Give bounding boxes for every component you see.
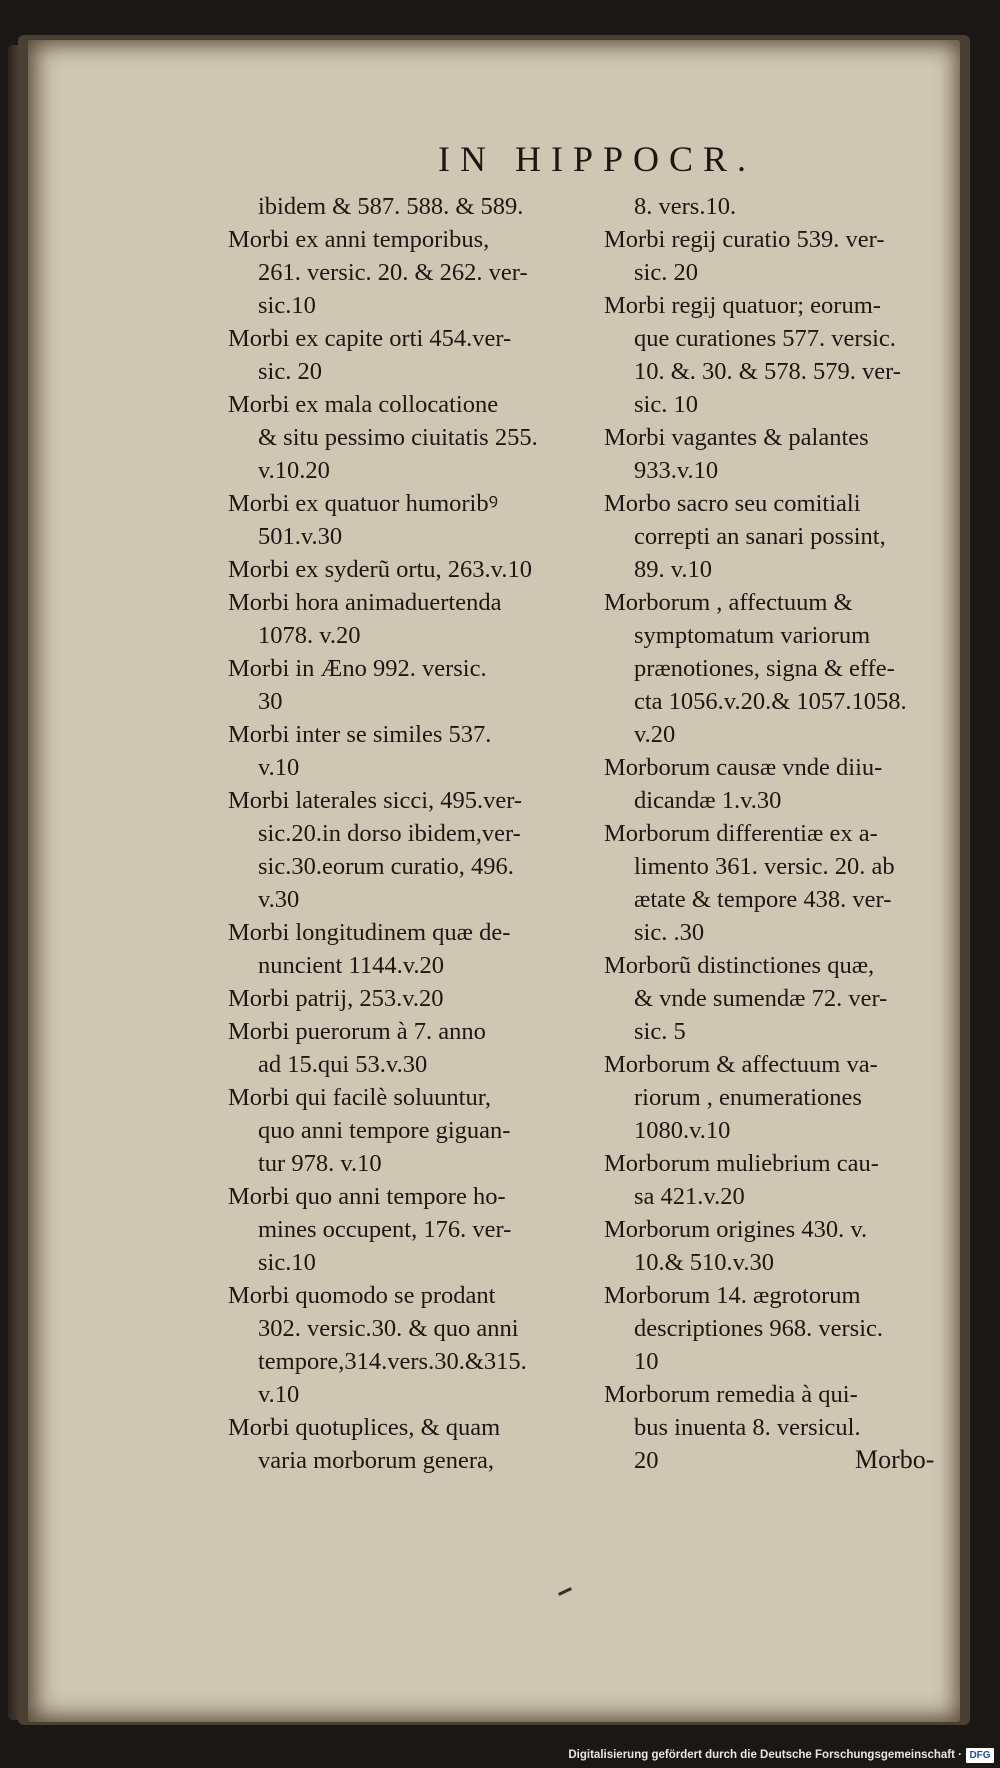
index-entry xyxy=(604,487,954,586)
catchword: Morbo- xyxy=(855,1445,935,1474)
index-column-left xyxy=(228,190,580,1477)
index-entry-line: Morbi puerorum à 7. anno xyxy=(228,1018,486,1045)
index-entry-line: que curationes 577. versic. xyxy=(634,325,896,352)
index-entry-line: cta 1056.v.20.& 1057.1058. xyxy=(634,688,907,715)
index-entry-line: ad 15.qui 53.v.30 xyxy=(258,1051,428,1078)
index-entry xyxy=(604,1147,954,1213)
index-entry-line: sic. 5 xyxy=(634,1018,686,1045)
index-entry-line: Morbi vagantes & palantes xyxy=(604,424,869,451)
index-entry xyxy=(228,652,580,718)
index-entry-line: correpti an sanari possint, xyxy=(634,523,886,550)
index-entry-line: v.10.20 xyxy=(258,457,330,484)
index-entry-line: Morbi quo anni tempore ho- xyxy=(228,1183,506,1210)
index-entry-line: Morbi quotuplices, & quam xyxy=(228,1414,501,1441)
index-entry xyxy=(228,982,580,1015)
index-entry xyxy=(228,1279,580,1411)
index-entry xyxy=(228,223,580,322)
index-entry xyxy=(228,718,580,784)
dfg-logo-icon: DFG xyxy=(966,1748,994,1763)
index-entry-line: 10. &. 30. & 578. 579. ver- xyxy=(634,358,901,385)
index-entry-line: v.20 xyxy=(634,721,676,748)
index-entry xyxy=(604,751,954,817)
index-entry-line: varia morborum genera, xyxy=(258,1447,495,1474)
index-entry-line: 8. vers.10. xyxy=(634,193,737,220)
index-entry-line: bus inuenta 8. versicul. xyxy=(634,1414,861,1441)
index-entry-line: 10 xyxy=(634,1348,659,1375)
index-entry-line: & situ pessimo ciuitatis 255. xyxy=(258,424,538,451)
index-entry xyxy=(228,553,580,586)
index-entry-line: & vnde sumendæ 72. ver- xyxy=(634,985,888,1012)
index-entry-line: sic. .30 xyxy=(634,919,705,946)
index-entry-line: Morborum remedia à qui- xyxy=(604,1381,858,1408)
index-entry-line: dicandæ 1.v.30 xyxy=(634,787,782,814)
index-entry-line: 1080.v.10 xyxy=(634,1117,731,1144)
index-entry-line: ætate & tempore 438. ver- xyxy=(634,886,892,913)
index-entry-line: tur 978. v.10 xyxy=(258,1150,382,1177)
index-entry-line: Morbi hora animaduertenda xyxy=(228,589,502,616)
index-entry xyxy=(228,586,580,652)
index-column-right xyxy=(604,190,954,1477)
index-entry xyxy=(604,289,954,421)
index-entry-line: prænotiones, signa & effe- xyxy=(634,655,895,682)
index-entry-line: Morborum origines 430. v. xyxy=(604,1216,868,1243)
index-entry-line: v.10 xyxy=(258,754,300,781)
index-entry-line: sic.30.eorum curatio, 496. xyxy=(258,853,514,880)
index-entry-line: nuncient 1144.v.20 xyxy=(258,952,444,979)
index-entry xyxy=(604,1048,954,1147)
index-entry xyxy=(604,190,954,223)
index-entry-line: sic. 10 xyxy=(634,391,698,418)
index-entry xyxy=(604,1279,954,1378)
index-entry-line: ibidem & 587. 588. & 589. xyxy=(258,193,524,220)
index-entry-line: Morborum 14. ægrotorum xyxy=(604,1282,861,1309)
index-entry xyxy=(604,586,954,751)
index-entry-line: Morbi patrij, 253.v.20 xyxy=(228,985,444,1012)
index-entry-line: Morbi in Æno 992. versic. xyxy=(228,655,487,682)
index-entry-line: Morborum causæ vnde diiu- xyxy=(604,754,883,781)
index-entry xyxy=(228,190,580,223)
index-entry-line: Morbi ex anni temporibus, xyxy=(228,226,490,253)
index-entry xyxy=(228,1015,580,1081)
index-entry xyxy=(228,1180,580,1279)
index-entry-line: v.10 xyxy=(258,1381,300,1408)
index-entry-line: Morbo sacro seu comitiali xyxy=(604,490,861,517)
index-entry-line: quo anni tempore giguan- xyxy=(258,1117,511,1144)
index-entry-line: tempore,314.vers.30.&315. xyxy=(258,1348,527,1375)
index-entry-line: sic. 20 xyxy=(634,259,698,286)
index-entry-line: Morborum differentiæ ex a- xyxy=(604,820,878,847)
index-entry xyxy=(228,388,580,487)
index-entry-line: 10.& 510.v.30 xyxy=(634,1249,774,1276)
index-entry-line: mines occupent, 176. ver- xyxy=(258,1216,512,1243)
index-entry-line: 1078. v.20 xyxy=(258,622,361,649)
index-entry xyxy=(604,421,954,487)
index-entry-line: sic. 20 xyxy=(258,358,322,385)
index-entry-line: 20 xyxy=(634,1447,659,1474)
index-entry xyxy=(228,322,580,388)
index-entry-line: sic.10 xyxy=(258,1249,316,1276)
index-entry-line: Morborum muliebrium cau- xyxy=(604,1150,879,1177)
index-entry-line: riorum , enumerationes xyxy=(634,1084,862,1111)
index-entry-line: Morbi ex capite orti 454.ver- xyxy=(228,325,512,352)
index-entry-line: Morbi quomodo se prodant xyxy=(228,1282,496,1309)
index-entry-line: Morborum & affectuum va- xyxy=(604,1051,878,1078)
index-entry-line: descriptiones 968. versic. xyxy=(634,1315,884,1342)
index-entry xyxy=(604,223,954,289)
index-entry-line: Morbi regij curatio 539. ver- xyxy=(604,226,885,253)
index-entry xyxy=(228,487,580,553)
index-entry-line: 89. v.10 xyxy=(634,556,713,583)
index-entry-line: 501.v.30 xyxy=(258,523,343,550)
index-entry-line: Morbi qui facilè soluuntur, xyxy=(228,1084,492,1111)
index-entry-line: Morbi ex syderũ ortu, 263.v.10 xyxy=(228,556,532,583)
index-entry-line: Morbi inter se similes 537. xyxy=(228,721,492,748)
index-entry-line: v.30 xyxy=(258,886,300,913)
index-entry-line: limento 361. versic. 20. ab xyxy=(634,853,895,880)
index-entry-line: Morborũ distinctiones quæ, xyxy=(604,952,875,979)
index-entry-line: sa 421.v.20 xyxy=(634,1183,745,1210)
index-entry-line: sic.10 xyxy=(258,292,316,319)
index-entry-line: Morbi ex quatuor humoribꝰ xyxy=(228,490,498,517)
index-entry xyxy=(228,916,580,982)
running-head: IN HIPPOCR. xyxy=(438,139,757,179)
index-entry xyxy=(604,1213,954,1279)
index-entry-line: Morbi ex mala collocatione xyxy=(228,391,499,418)
index-entry xyxy=(228,784,580,916)
index-entry-line: sic.20.in dorso ibidem,ver- xyxy=(258,820,521,847)
index-entry-line: 302. versic.30. & quo anni xyxy=(258,1315,519,1342)
index-entry-line: 933.v.10 xyxy=(634,457,719,484)
index-entry-line: Morborum , affectuum & xyxy=(604,589,853,616)
index-entry-line: Morbi laterales sicci, 495.ver- xyxy=(228,787,523,814)
index-entry-line: Morbi longitudinem quæ de- xyxy=(228,919,511,946)
index-entry xyxy=(604,949,954,1048)
index-entry-line: 261. versic. 20. & 262. ver- xyxy=(258,259,528,286)
index-entry xyxy=(604,817,954,949)
index-entry-line: symptomatum variorum xyxy=(634,622,871,649)
index-entry xyxy=(228,1411,580,1477)
index-entry-line: 30 xyxy=(258,688,283,715)
index-entry-line: Morbi regij quatuor; eorum- xyxy=(604,292,881,319)
index-entry xyxy=(228,1081,580,1180)
digitization-credit: Digitalisierung gefördert durch die Deutsche Forschungsgemeinschaft · xyxy=(568,1749,962,1761)
